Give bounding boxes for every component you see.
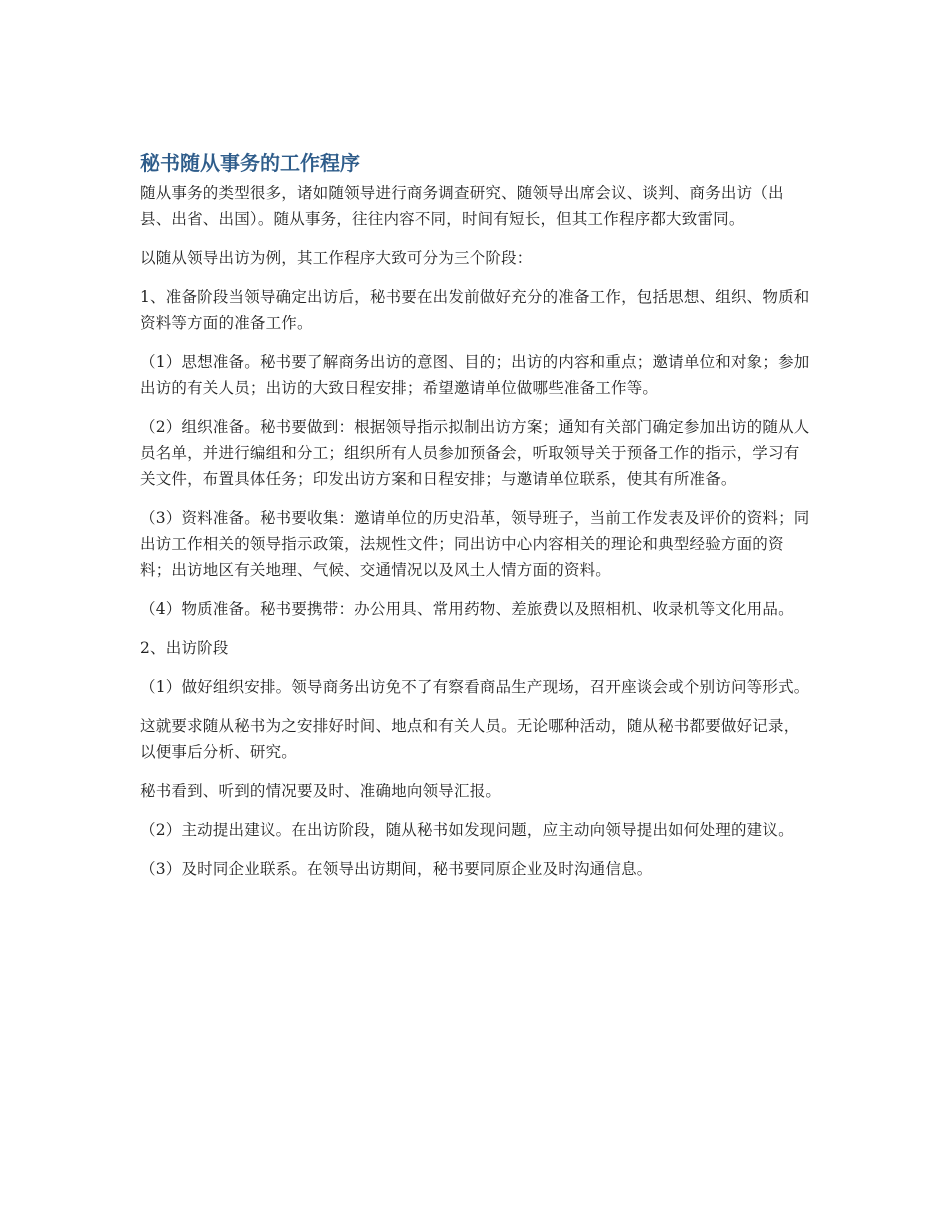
paragraph-thought-prep: （1）思想准备。秘书要了解商务出访的意图、目的；出访的内容和重点；邀请单位和对象；参加出访的有关人员；出访的大致日程安排；希望邀请单位做哪些准备工作等。	[140, 353, 810, 397]
paragraph-material-prep: （3）资料准备。秘书要收集：邀请单位的历史沿革，领导班子，当前工作发表及评价的资料；同出访工作相关的领导指示政策，法规性文件；同出访中心内容相关的理论和典型经验方面的资料；出访地区有关地理、气候、交通情况以及风土人情方面的资料。	[140, 509, 810, 579]
paragraph-example: 以随从领导出访为例，其工作程序大致可分为三个阶段：	[140, 249, 533, 267]
paragraph-stage-1: 1、准备阶段当领导确定出访后，秘书要在出发前做好充分的准备工作，包括思想、组织、物质和资料等方面的准备工作。	[140, 288, 810, 332]
paragraph-physical-prep: （4）物质准备。秘书要携带：办公用具、常用药物、差旅费以及照相机、收录机等文化用品。	[140, 600, 794, 618]
paragraph-intro: 随从事务的类型很多，诸如随领导进行商务调查研究、随领导出席会议、谈判、商务出访（出县、出省、出国）。随从事务，往往内容不同，时间有短长，但其工作程序都大致雷同。	[140, 184, 784, 228]
paragraph-org-arrange: （1）做好组织安排。领导商务出访免不了有察看商品生产现场，召开座谈会或个别访问等形式。	[140, 678, 810, 696]
document-title: 秘书随从事务的工作程序	[140, 151, 360, 175]
paragraph-stage-2: 2、出访阶段	[140, 639, 229, 657]
document-page	[140, 148, 812, 895]
paragraph-suggest: （2）主动提出建议。在出访阶段，随从秘书如发现问题，应主动向领导提出如何处理的建议。	[140, 821, 794, 839]
paragraph-org-prep: （2）组织准备。秘书要做到：根据领导指示拟制出访方案；通知有关部门确定参加出访的随从人员名单，并进行编组和分工；组织所有人员参加预备会，听取领导关于预备工作的指示，学习有关文件，布置具体任务；印发出访方案和日程安排；与邀请单位联系，使其有所准备。	[140, 418, 810, 488]
paragraph-report: 秘书看到、听到的情况要及时、准确地向领导汇报。	[140, 782, 502, 800]
paragraph-record: 这就要求随从秘书为之安排好时间、地点和有关人员。无论哪种活动，随从秘书都要做好记录，以便事后分析、研究。	[140, 717, 800, 761]
paragraph-contact: （3）及时同企业联系。在领导出访期间，秘书要同原企业及时沟通信息。	[140, 860, 653, 878]
